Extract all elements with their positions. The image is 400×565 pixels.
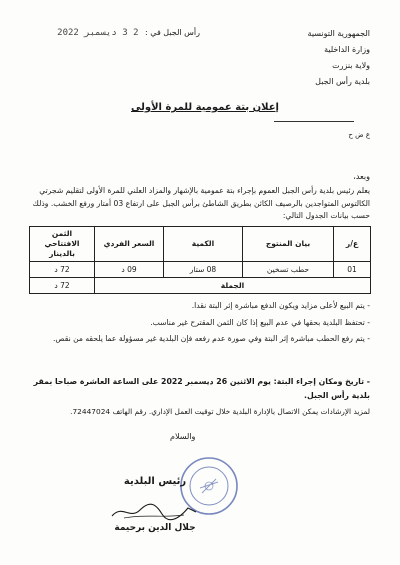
cell-number: 01 xyxy=(334,262,371,278)
institution-line-municipality: بلدية رأس الجبل xyxy=(315,77,370,86)
reference-code: ع ض ح xyxy=(348,131,370,139)
auction-schedule: - تاريخ ومكان إجراء البتة: يوم الاثنين 26 ديسمبر 2022 على الساعة العاشرة صباحا بمقر بلدية رأس الجبل. xyxy=(33,377,370,400)
cell-quantity: 08 ستار xyxy=(164,262,243,278)
condition-item: - تحتفظ البلدية بحقها في عدم البيع إذا كان الثمن المقترح غير مناسب. xyxy=(150,317,370,327)
table-header-row xyxy=(30,227,371,262)
condition-item: - يتم رفع الحطب مباشرة إثر البتة وفي صورة عدم رفعه فإن البلدية غير مسؤولة عما يلحقه من نقص. xyxy=(53,334,370,343)
handwritten-signature-icon xyxy=(104,500,204,522)
col-header-number: ع/ر xyxy=(334,227,371,262)
closing-phrase: والسلام xyxy=(170,432,196,441)
cell-product: حطب تسخين xyxy=(243,262,334,278)
products-table xyxy=(29,226,371,294)
cell-opening-price: 72 د xyxy=(30,262,95,278)
cell-unit-price: 09 د xyxy=(95,262,164,278)
intro-paragraph: يعلم رئيس بلدية رأس الجبل العموم بإجراء بتة عمومية بالإشهار والمزاد العلني للمرة الأولى لتقليم شجرتي الكالتوس المتواجدين بالرصيف الكائن بطريق الشاطئ برأس الجبل على ارتفاع 03 أمتار ورفع الخشب. وذلك حسب بيانات الجدول التالي: xyxy=(32,186,370,220)
col-header-unit-price: السعر الفردي xyxy=(95,227,164,262)
col-header-product: بيان المنتوج xyxy=(243,227,334,262)
table-row xyxy=(30,262,371,278)
institution-line-governorate: ولاية بنزرت xyxy=(332,61,370,70)
total-value: 72 د xyxy=(30,278,95,294)
contact-info: لمزيد الإرشادات يمكن الاتصال بالإدارة البلدية خلال توقيت العمل الإداري. رقم الهاتف 72447024. xyxy=(70,407,370,416)
table-total-row xyxy=(30,278,371,294)
salutation: وبعد، xyxy=(353,172,370,181)
institution-line-republic: الجمهورية التونسية xyxy=(307,29,370,38)
institution-header xyxy=(250,26,370,90)
page-title: إعلان بتة عمومية للمرة الأولى xyxy=(131,102,279,113)
handwritten-date: 2 3 ديسمبر 2022 xyxy=(57,28,139,38)
col-header-quantity: الكمية xyxy=(164,227,243,262)
place-date-line xyxy=(40,28,200,38)
total-label: الجملة xyxy=(95,278,371,294)
reference-divider xyxy=(274,121,354,122)
col-header-opening-price: الثمن الافتتاحي بالدينار xyxy=(30,227,95,262)
condition-item: - يتم البيع لأعلى مزايد ويكون الدفع مباشرة إثر البتة نقدا. xyxy=(191,301,370,310)
signatory-name: جلال الدين برحيمة xyxy=(114,523,196,533)
conditions-list xyxy=(30,300,370,350)
signatory-title: رئيس البلدية xyxy=(123,476,187,487)
institution-line-ministry: وزارة الداخلية xyxy=(324,45,370,54)
place-date-label: رأس الجبل في : xyxy=(145,28,200,37)
